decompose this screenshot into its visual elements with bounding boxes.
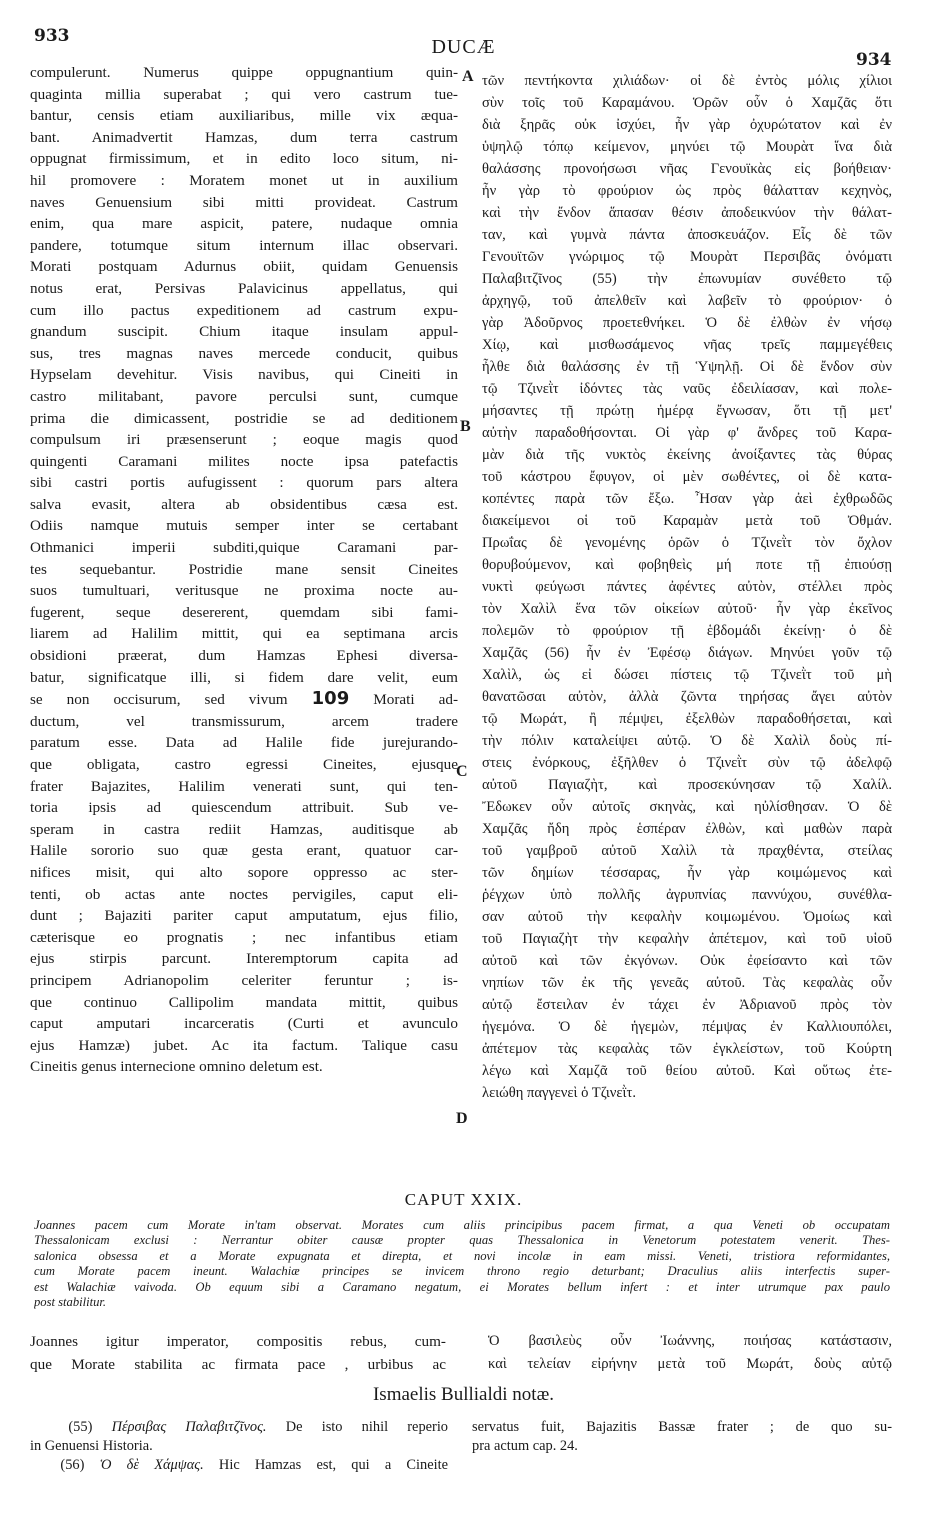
latin-line: quaginta millia superabat ; qui vero castrum tue-: [30, 85, 458, 103]
summary-line: cum Morate pacem ineunt. Walachiæ principes se invicem throno regio deturbant; Draculius aliis interfectis super-: [34, 1264, 890, 1279]
greek-line: αὐτοῦ Παγιαζὴτ, καὶ προσεκύνησαν τῷ Χαλίλ.: [482, 777, 892, 793]
latin-line: toria ipsis ad quiescendum attribuit. Sub ve-: [30, 799, 458, 817]
greek-line: μήσαντες τῇ πρώτῃ ἡμέρᾳ ἔγνωσαν, ὅτι τῇ μετ': [482, 403, 892, 419]
latin-line: obsidioni præerat, dum Hamzas Ephesi diversa-: [30, 647, 458, 665]
greek-line: τῷ Τζινεῒτ ἰδόντες τὰς ναῦς ἐδειλίασαν, καὶ πολε-: [482, 381, 892, 397]
greek-line: Πρωΐας δὲ γενομένης ὁρῶν ὁ Τζινεῒτ τὸν ὄχλον: [482, 535, 892, 551]
latin-line: tes sequebantur. Postridie mane sensit Cineites: [30, 560, 458, 578]
greek-line: ἡγεμόνα. Ὁ δὲ ἡγεμὼν, πέμψας ἐν Καλλιουπόλει,: [482, 1019, 892, 1035]
greek-line: τὴν πόλιν καταλείψει αὐτῷ. Ὁ δὲ Χαλὶλ δοὺς πί-: [482, 733, 892, 749]
note-line: pra actum cap. 24.: [472, 1438, 578, 1454]
latin-line: bantur, censis etiam auxiliaribus, mille vix æqua-: [30, 107, 458, 125]
greek-line: νηπίων τῶν ἐκ τῆς γενεᾶς αὐτοῦ. Τὰς κεφαλὰς οὖν: [482, 975, 892, 991]
greek-chapter-start: [488, 1330, 892, 1376]
greek-line: θανατῶσαι αὐτὸν, ἀλλὰ ζῶντα τηρήσας ἄγει αὐτὸν: [482, 689, 892, 705]
latin-line: cum illo pactus expeditionem ad castrum expu-: [30, 301, 458, 319]
latin-line: gnandum suscipit. Chium itaque insulam appul-: [30, 323, 458, 341]
latin-line: ejus Hamzæ) jubet. Ac ita factum. Talique casu: [30, 1036, 458, 1054]
latin-line: compulsum iri præsenserunt ; eoque magis quod: [30, 431, 458, 449]
summary-line: Thessalonicam exclusi : Nerrantur obiter causæ propter quas Thessalonica in Venetorum potestatem venerit. Thes-: [34, 1233, 890, 1248]
latin-line: enim, qua mare aspicit, patere, nudaque omnia: [30, 215, 458, 233]
greek-line: αὐτὴν παραδοθήσονται. Οἱ γὰρ φ' ἄνδρες τοῦ Καρα-: [482, 425, 892, 441]
page-number-right: 934: [856, 50, 892, 70]
latin-column: [30, 62, 458, 1078]
greek-line: μὰν διὰ τῆς νυκτὸς ἐκείνης ἀνοίξαντες τὰς θύρας: [482, 447, 892, 463]
latin-line: que Morate stabilita ac firmata pace , urbibus ac: [30, 1356, 446, 1373]
note-number: (56): [60, 1457, 85, 1473]
greek-line: τοῦ Παγιαζὴτ τὴν κεφαλὴν ἀπέτεμον, καὶ τοῦ υἱοῦ: [482, 931, 892, 947]
greek-line: τῶν δημίων τέσσαρας, ἦν γὰρ κοιμώμενος καὶ: [482, 865, 892, 881]
latin-line: oppugnat firmissimum, et in edito loco situm, ni-: [30, 150, 458, 168]
latin-line-part: se non occisurum, sed vivum: [30, 691, 288, 709]
greek-line: θαλάσσης προνοήσωσι νῆας Γενουϊκὰς εἰς βοήθειαν·: [482, 161, 892, 177]
latin-line: paratum esse. Data ad Halile fide jurejurando-: [30, 734, 458, 752]
latin-line: quingenti Caramani milites nocte ipsa patefactis: [30, 452, 458, 470]
latin-line: compulerunt. Numerus quippe oppugnantium quin-: [30, 64, 458, 81]
latin-line: caput amputari incarceratis (Curti et avunculo: [30, 1015, 458, 1033]
summary-line: post stabilitur.: [34, 1295, 107, 1310]
chapter-heading: CAPUT XXIX.: [404, 1190, 523, 1209]
latin-line: batur, significatque illi, si fidem dare velit, eum: [30, 668, 458, 686]
margin-letter-c: C: [456, 763, 468, 780]
summary-line: Joannes pacem cum Morate in'tam observat. Morates cum aliis principibus pacem firmat, a qua Veneti ob occupatam: [34, 1218, 890, 1232]
latin-line: fugerent, seque desererent, quemdam sibi fami-: [30, 603, 458, 621]
latin-line: nifices misit, qui alto sopore oppresso ac ster-: [30, 863, 458, 881]
latin-line: que continuo Callipolim mandata mittit, quibus: [30, 993, 458, 1011]
note-text: Hic Hamzas est, qui a Cineite: [218, 1457, 448, 1473]
greek-line: Χαλὶλ, ὡς εἰ δώσει πίστεις τῷ Τζινεῒτ τοῦ μὴ: [482, 667, 892, 683]
latin-line: Joannes igitur imperator, compositis rebus, cum-: [30, 1333, 446, 1350]
latin-chapter-start: [30, 1330, 446, 1376]
latin-line: Odiis namque mutuis semper inter se certabant: [30, 517, 458, 535]
greek-line: ῥέγχων ὑπὸ πολλῆς ἀγρυπνίας παννύχου, συνέθλα-: [482, 887, 892, 903]
greek-line: αὐτῷ ἔστειλαν ἐν τάχει ἐν Ἀδριανοῦ πρὸς τὸν: [482, 997, 892, 1013]
greek-line: ἀρχηγῷ, τοῦ ἀπελθεῖν καὶ λαβεῖν τὸ φρούριον· ὁ: [482, 293, 892, 309]
latin-line: Cineitis genus internecione omnino deletum est.: [30, 1058, 323, 1076]
greek-line: αὐτοῦ καὶ τῶν ἐκγόνων. Οὐκ ἐφείσαντο καὶ τῶν: [482, 953, 892, 969]
greek-line: Ὁ βασιλεὺς οὖν Ἰωάννης, ποιήσας κατάστασιν,: [488, 1333, 892, 1349]
greek-line: ἀπέτεμον τὰς κεφαλὰς τῶν ἐγκλείστων, τοῦ Κούρτη: [482, 1041, 892, 1057]
greek-line: στεις ἐνόρκους, ἐξῆλθεν ὁ Τζινεῒτ σὺν τῷ ἀδελφῷ: [482, 755, 892, 771]
greek-line: Ἔδωκεν οὖν αὐτοῖς σκηνὰς, καὶ ηὐλίσθησαν. Ὁ δὲ: [482, 799, 892, 815]
latin-line: naves Genuensium sibi mitti provideat. Castrum: [30, 193, 458, 211]
note-number: (55): [68, 1419, 93, 1435]
greek-line: τῷ Μωράτ, ἢ πέμψει, ἐξελθὼν παραδοθήσεται, καὶ: [482, 711, 892, 727]
latin-line: Othmanici imperii subditi,quique Caramani par-: [30, 539, 458, 557]
margin-letter-d: D: [456, 1110, 468, 1127]
latin-line: dunt ; Bajaziti pariter caput amputatum, ejus filio,: [30, 907, 458, 925]
greek-line: λειώθη παγγενεὶ ὁ Τζινεῒτ.: [482, 1085, 636, 1101]
latin-line: pandere, totumque situm internum illac observari.: [30, 236, 458, 254]
chapter-summary: [34, 1218, 890, 1310]
notes-title: Ismaelis Bullialdi notæ.: [372, 1384, 555, 1405]
greek-line: νυκτὶ φεύγωσι πάντες ἀφέντες αὐτὸν, στέλλει πρὸς: [482, 579, 892, 595]
greek-line: Χαμζᾶς ἤδη πρὸς ἑσπέραν ἐλθὼν, καὶ μαθὼν παρὰ: [482, 821, 892, 837]
running-head: DUCÆ: [431, 36, 496, 58]
latin-line: hil promovere : Moratem monet ut in auxilium: [30, 171, 458, 189]
greek-column: [482, 70, 892, 1104]
greek-line: διακείμενοι οἱ τοῦ Καραμὰν μετὰ τοῦ Ὀθμάν.: [482, 513, 892, 529]
greek-line: διὰ ξηρᾶς οὐκ ἰσχύει, ἦν γὰρ ὀχυρώτατον καὶ ἐν: [482, 117, 892, 133]
greek-line: τοῦ κάστρου ἔφυγον, οἱ μὲν σωθέντες, οἱ δὲ κατα-: [482, 469, 892, 485]
note-lemma: Πέρσιβας Παλαβιτζῖνος.: [111, 1419, 267, 1435]
greek-line: ἦν γὰρ τὸ φρούριον ὡς πρὸς θάλατταν κεχηνὸς,: [482, 183, 892, 199]
latin-line: ejus stirpis parcunt. Interemptorum capita ad: [30, 950, 458, 968]
latin-line: Halile sororio suo quæ gesta erant, quatuor car-: [30, 842, 458, 860]
greek-line: πολεμῶν τὸ φρούριον τῇ ἑβδομάδι ἐκείνῃ· ὁ δὲ: [482, 623, 892, 639]
notes-left: [30, 1418, 448, 1475]
summary-line: est Walachiæ vaivoda. Ob equum sibi a Caramano negatum, ei Morates bellum infert : et inter utrumque pax paulo: [34, 1279, 890, 1294]
greek-line: σαν αὐτοῦ τὴν κεφαλὴν κοιμωμένου. Ὁμοίως καὶ: [482, 909, 892, 925]
latin-line: tenti, ob actas ante noctes pervigiles, caput eli-: [30, 885, 458, 903]
latin-line: [30, 688, 458, 711]
latin-line: speram in castra rediit Hamzas, auditisque ab: [30, 820, 458, 838]
greek-line: Γενουϊτῶν γνώριμος τῷ Μουρὰτ Περσιβᾶς ὀνόματι: [482, 249, 892, 265]
latin-line: cæterisque eo prognatis ; nec infantibus etiam: [30, 928, 458, 946]
greek-line: ταν, καὶ γυμνὰ πάντα ἀποσκευάζον. Εἷς δὲ τῶν: [482, 227, 892, 243]
edition-page-marker: 109: [311, 688, 350, 710]
latin-line: notus erat, Persivas Palavicinus appellatus, qui: [30, 279, 458, 297]
latin-line: bant. Animadvertit Hamzas, dum terra castrum: [30, 128, 458, 146]
latin-line: frater Bajazites, Halilim venerati sunt, qui ten-: [30, 777, 458, 795]
note-line: [30, 1418, 448, 1437]
latin-line: principem Adrianopolim celeriter feruntur ; is-: [30, 971, 458, 989]
note-text: in Genuensi Historia.: [30, 1438, 153, 1454]
page-number-left: 933: [34, 26, 70, 46]
greek-line: Χαμζᾶς (56) ἦν ἐν Ἐφέσῳ διάγων. Μηνύει γοῦν τῷ: [482, 645, 892, 661]
latin-line: ductum, vel transmissurum, arcem tradere: [30, 712, 458, 730]
latin-line: castro militabant, pavore perculsi sunt, cumque: [30, 387, 458, 405]
greek-line: τοῦ γαμβροῦ αὐτοῦ Χαλὶλ τὰ πραχθέντα, στείλας: [482, 843, 892, 859]
latin-line: sibi castri portis aufugissent : quorum pars altera: [30, 474, 458, 492]
latin-line: liarem ad Halilim mittit, qui ea septimana arcis: [30, 625, 458, 643]
summary-line: salonica obsessa et a Morate expugnata et direpta, et novi incolæ in eam missi. Veneti, tristiora reformidantes,: [34, 1248, 890, 1263]
note-line: [30, 1437, 448, 1456]
latin-line: suos tumultuari, veritusque ne proxima nocte au-: [30, 582, 458, 600]
note-lemma: Ὁ δὲ Χάμψας.: [99, 1457, 204, 1473]
greek-line: γὰρ Ἀδοῦρνος προετεθνήκει. Ὁ δὲ ἐλθὼν ἐν νήσῳ: [482, 315, 892, 331]
greek-line: καὶ τὴν ἔνδον ἅπασαν θέσιν ἀποδεικνύον τὴν θάλατ-: [482, 205, 892, 221]
latin-line: prima die dimicassent, postridie se ad deditionem: [30, 409, 458, 427]
greek-line: Χίῳ, καὶ μισθωσάμενος νῆας τρεῖς παμμεγέθεις: [482, 337, 892, 353]
latin-line: que obligata, castro egressi Cineites, ejusque: [30, 756, 458, 773]
note-text: De isto nihil reperio: [285, 1419, 448, 1435]
greek-line: τῶν πεντήκοντα χιλιάδων· οἱ δὲ ἐντὸς μόλις χίλιοι: [482, 73, 892, 89]
notes-right: [472, 1418, 892, 1456]
margin-letter-a: A: [462, 68, 474, 85]
greek-line: λέγω καὶ Χαμζᾶ τοῦ θείου αὐτοῦ. Καὶ οὕτως ἐτε-: [482, 1063, 892, 1079]
greek-line: Παλαβιτζῖνος (55) τὴν ἐπωνυμίαν συνέθετο τῷ: [482, 271, 892, 287]
latin-line: sus, tres magnas naves mercede conducit, quibus: [30, 344, 458, 362]
note-line: [30, 1456, 448, 1475]
greek-line: τὸν Χαλὶλ ἕνα τῶν οἰκείων αὐτοῦ· ἦν γὰρ ἐκεῖνος: [482, 601, 892, 617]
greek-line: ὑψηλῷ τόπῳ κείμενον, μηνύει τῷ Μουρὰτ ἵνα διὰ: [482, 139, 892, 155]
latin-line: Morati postquam Adurnus obiit, quidam Genuensis: [30, 258, 458, 276]
note-line: servatus fuit, Bajazitis Bassæ frater ; de quo su-: [472, 1419, 892, 1435]
greek-line: θορυβούμενον, καὶ φοβηθεὶς μή ποτε τῇ ἐπιούσῃ: [482, 557, 892, 573]
margin-letter-b: B: [460, 418, 471, 435]
greek-line: κοπέντες παρὰ τῶν ἔξω. Ἦσαν γὰρ ἀεὶ ἐχθρωδῶς: [482, 491, 892, 507]
latin-line: Hypselam devehitur. Visis navibus, qui Cineiti in: [30, 366, 458, 384]
latin-line: salva evasit, altera ab obsidentibus cæsa est.: [30, 495, 458, 513]
latin-line-part: Morati ad-: [373, 691, 458, 709]
greek-line: καὶ τελείαν εἰρήνην μετὰ τοῦ Μωράτ, δοὺς αὐτῷ: [488, 1356, 892, 1372]
greek-line: σὺν τοῖς τοῦ Καραμάνου. Ὁρῶν οὖν ὁ Χαμζᾶς ὅτι: [482, 95, 892, 111]
greek-line: ἦλθε διὰ θαλάσσης ἐν τῇ Ὑψηλῇ. Οἱ δὲ ἔνδον σὺν: [482, 359, 892, 375]
